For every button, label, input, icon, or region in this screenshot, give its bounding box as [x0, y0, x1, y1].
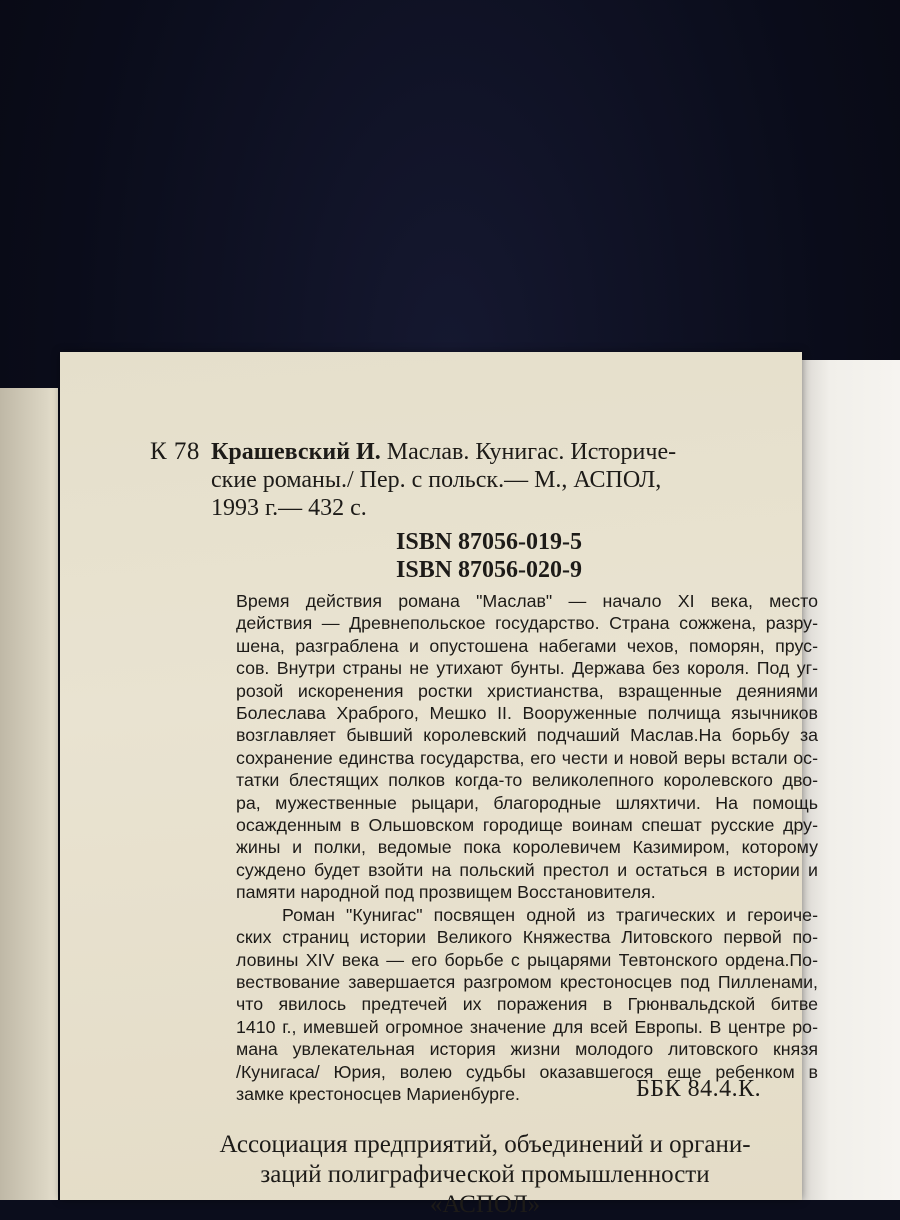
annotation-line: сохранение единства государства, его чести и новой веры встали ос- [236, 747, 818, 768]
annotation-line: мана увлекательная история жизни молодого литовского князя [236, 1039, 818, 1060]
annotation-line: татки блестящих полков когда-то великолепного королевского дво- [236, 770, 818, 791]
bibliographic-line-1 [211, 438, 777, 466]
bbk-code: ББК 84.4.К. [636, 1076, 762, 1102]
isbn-1: ISBN 87056-019-5 [396, 529, 583, 555]
bibliographic-line-2: ские романы./ Пер. с польск.— М., АСПОЛ, [211, 467, 662, 493]
association-line-3: «АСПОЛ» [429, 1191, 541, 1218]
annotation-line: Болеслава Храброго, Мешко II. Вооруженные полчища язычников [236, 703, 818, 724]
annotation-text [236, 590, 818, 1105]
annotation-line: возглавляет бывший королевский подчаший Маслав.На борьбу за [236, 725, 818, 746]
annotation-line: Время действия романа "Маслав" — начало XI века, место [236, 591, 818, 611]
annotation-line: действия — Древнепольское государство. Страна сожжена, разру- [236, 613, 818, 634]
annotation-line: ловины XIV века — его борьбе с рыцарями Тевтонского ордена.По- [236, 949, 818, 970]
left-page-edge [0, 388, 58, 1200]
isbn-block [396, 528, 582, 584]
isbn-2: ISBN 87056-020-9 [396, 557, 583, 583]
annotation-line: 1410 г., имевшей огромное значение для всей Европы. В центре ро- [236, 1016, 818, 1037]
title-text: Маслав. Кунигас. Историче- [386, 439, 677, 465]
annotation-line: жины и полки, ведомые пока королевичем Казимиром, которому [236, 837, 818, 858]
bibliographic-line-3: 1993 г.— 432 с. [211, 495, 367, 521]
catalog-code: К 78 [150, 438, 200, 465]
bibliographic-record [211, 438, 777, 522]
annotation-line: сов. Внутри страны не утихают бунты. Держава без короля. Под уг- [236, 658, 818, 679]
author-name: Крашевский И. [211, 439, 381, 465]
annotation-line: вествование завершается разгромом крестоносцев под Пилленами, [236, 971, 818, 992]
annotation-line: Роман "Кунигас" посвящен одной из трагических и героиче- [282, 904, 818, 925]
association-line-2: заций полиграфической промышленности [260, 1161, 710, 1188]
annotation-line: замке крестоносцев Мариенбурге. [236, 1083, 520, 1104]
publisher-association [170, 1130, 800, 1220]
annotation-line: осажденным в Ольшовском городище воинам спешат русские дру- [236, 815, 818, 836]
association-line-1: Ассоциация предприятий, объединений и органи- [219, 1131, 751, 1158]
annotation-line: розой искоренения ростки христианства, взращенные деяниями [236, 680, 818, 701]
annotation-line: что явилось предтечей их поражения в Грюнвальдской битве [236, 994, 818, 1015]
book-page [60, 352, 818, 1218]
annotation-line: суждено будет взойти на польский престол и остаться в истории и [236, 859, 818, 880]
annotation-line: памяти народной под прозвищем Восстановителя. [236, 882, 656, 903]
annotation-line: /Кунигаса/ Юрия, волею судьбы оказавшегося еще ребенком в [236, 1061, 818, 1082]
annotation-line: ра, мужественные рыцари, благородные шляхтичи. На помощь [236, 792, 818, 813]
annotation-line: ских страниц истории Великого Княжества Литовского первой по- [236, 927, 818, 948]
annotation-line: шена, разграблена и опустошена набегами чехов, поморян, прус- [236, 635, 818, 656]
